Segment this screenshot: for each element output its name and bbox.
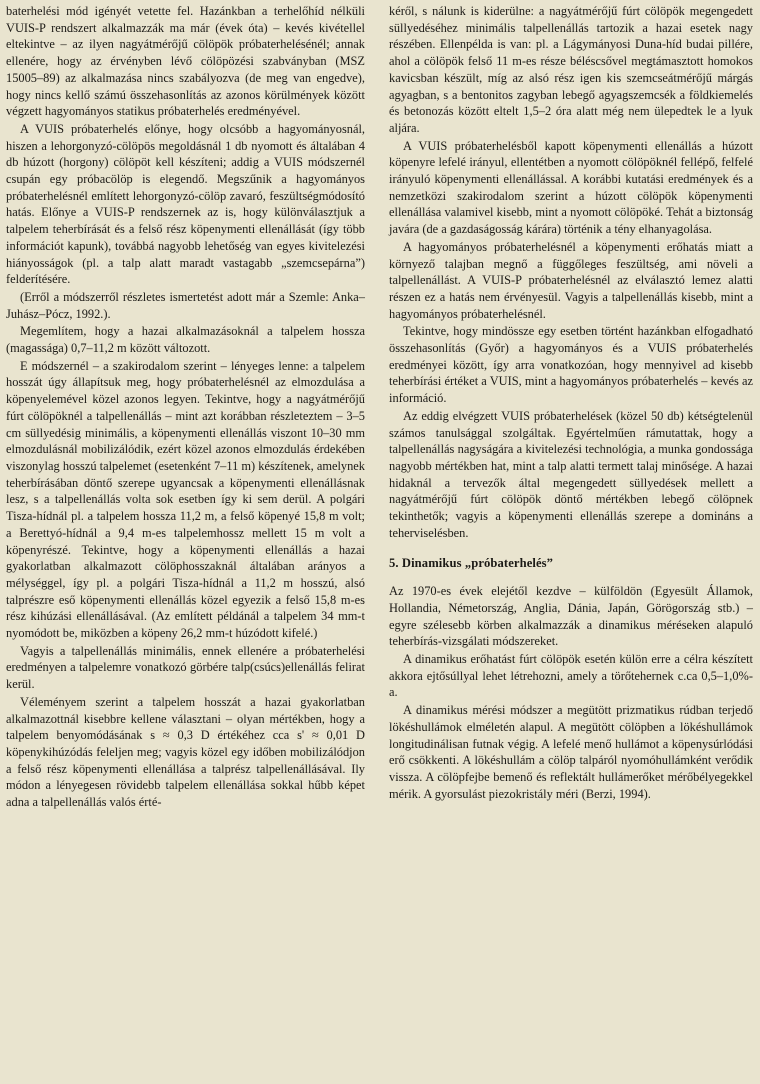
section-heading: 5. Dinamikus „próbaterhelés” bbox=[389, 555, 554, 570]
paragraph: A dinamikus erőhatást fúrt cölöpök esetén külön erre a célra készített akkora ejtősúllyal lehet létrehozni, amely a törőtehernek c.ca 0,5–1,0%-a. bbox=[389, 652, 753, 700]
paragraph: Vagyis a talpellenállás minimális, ennek ellenére a próbaterhelési eredményen a talpelemre vonatkozó görbére talp(csúcs)ellenállás felirat kerül. bbox=[6, 643, 365, 692]
left-column bbox=[6, 3, 365, 811]
paragraph: A VUIS próbaterhelésből kapott köpenymenti ellenállás a húzott köpenyre lefelé irányul, ellentétben a nyomott cölöpöknél fellépő, felfelé irányuló köpenymenti ellenállással. A korábbi kutatási eredmények és a nemzetközi szakirodalom szerint a húzott cölöpök köpenymenti ellenállása valamivel kisebb, mint a nyomott cölöpöké. Tehát a biztonság javára (de a gazdaságosság kárára) történik a tény elhanyagolása. bbox=[389, 138, 753, 237]
paragraph: A VUIS próbaterhelés előnye, hogy olcsóbb a hagyományosnál, hiszen a lehorgonyzó-cölöpös megoldásnál 1 db nyomott és általában 4 db húzott (horgony) cölöpöt kell készíteni; addig a VUIS módszernél csupán egy próbacölöp is elegendő. Megszűnik a hagyományos próbaterhelésnél említett lehorgonyzó-cölöp zavaró, feszültségmódosító hatás. Előnye a VUIS-P rendszernek az is, hogy különválasztjuk a talpelem teherbírását és a felső rész köpenymenti ellenállását (így több információt kapunk), továbbá nagyobb lehetőség van egyes kivitelezési hiányosságok (pl. a talp alatt maradt vastagabb „szemcsepárna”) felderítésére. bbox=[6, 121, 365, 287]
paragraph: E módszernél – a szakirodalom szerint – lényeges lenne: a talpelem hosszát úgy állapítsuk meg, hogy próbaterhelésnél az elmozdulása a köpenyelemével közel azonos legyen. Tekintve, hogy a nagyátmérőjű fúrt cölöpöknél a talpellenállás – mint azt korábban részleteztem – 3–5 cm süllyedésig minimális, a köpenymenti ellenállás viszont 10–30 mm elmozdulásnál mobilizálódik, ezért közel azonos elmozdulás érdekében viszonylag hosszú talpelemet (esetenként 7–11 m) készítenek, amelynek teherbírásában döntő szerepe ugyancsak a köpenymenti ellenállásnak lesz, s a talpellenállás volta sok esetben így ki sem derül. A polgári Tisza-hídnál pl. a talpelem hossza 11,2 m, a felső köpenyé 15,8 m volt; a Berettyó-hídnál a 9,4 m-es talpelemhossz mellett 15 m volt a köpenyrészé. Tekintve, hogy a köpenymenti ellenállás a hazai gyakorlatban alkalmazott cölöphosszaknál általában arányos a mélységgel, így pl. a polgári Tisza-hídnál a 11,2 m hosszú, alsó talprészre eső köpenymenti ellenállás közel egyezik a felső 15,8 m-es rész kihúzási ellenállásával. (Az említett példánál a talpelem 34 mm-t nyomódott be, miközben a köpeny 26,2 mm-t húzódott kifelé.) bbox=[6, 358, 365, 641]
paragraph: A hagyományos próbaterhelésnél a köpenymenti erőhatás miatt a környező talajban megnő a függőleges feszültség, ami növeli a talpellenállást. A VUIS-P próbaterhelésnél az elválasztó lemez alatti részen ez a hatás nem érvényesül. Vagyis a talpellenállás kisebb, mint a hagyományos próbaterhelésnél. bbox=[389, 239, 753, 321]
paragraph: (Erről a módszerről részletes ismertetést adott már a Szemle: Anka–Juhász–Pócz, 1992.). bbox=[6, 289, 365, 321]
paragraph: Megemlítem, hogy a hazai alkalmazásoknál a talpelem hossza (magassága) 0,7–11,2 m között változott. bbox=[6, 324, 365, 356]
right-column bbox=[389, 3, 753, 802]
paragraph: Az 1970-es évek elejétől kezdve – külföldön (Egyesült Államok, Hollandia, Németország, Anglia, Dánia, Japán, Görögország stb.) – egyre szélesebb körben alkalmazzák a dinamikus méréseken alapuló teherbírás-vizsgálati módszereket. bbox=[389, 584, 753, 649]
paragraph: Az eddig elvégzett VUIS próbaterhelések (közel 50 db) kétségtelenül számos tanulsággal szolgáltak. Egyértelműen rámutattak, hogy a talpellenállás nagyságára a kivitelezési technológia, a munka gondossága nagyobb mértékben hat, mint a talp alatti termett talaj minősége. A hazai hidaknál a tervezők által megengedett süllyedések mellett a nagyátmérőjű fúrt cölöpök döntő mértékben lebegő cölöpnek tekinthetők; vagyis a köpenymenti ellenállás szerepe a domináns a teherviselésben. bbox=[389, 408, 753, 540]
paragraph: baterhelési mód igényét vetette fel. Hazánkban a terhelőhíd nélküli VUIS-P rendszert alkalmazzák ma már (évek óta) – kevés kivétellel eltekintve – az ilyen nagyátmérőjű cölöpök próbaterhelésénél; annak ellenére, hogy az érvényben lévő cölöpözési szabványban (MSZ 15005–89) az alkalmazása nincs szabályozva (de meg van engedve), hogy nincs kellő számú összehasonlítás az azonos körülmények között végzett hagyományos statikus próbaterhelés eredményével. bbox=[6, 4, 365, 119]
paragraph: kéről, s nálunk is kiderülne: a nagyátmérőjű fúrt cölöpök megengedett süllyedéséhez minimális talpellenállás tartozik a hazai esetek nagy részében. Ellenpélda is van: pl. a Lágymányosi Duna-híd budai pillére, ahol a cölöpök felső 11 m-es része béléscsővel megtámasztott homokos kavicsban készült, míg az alsó rész igen kis szemcseátmérőjű márgás agyagban, s a bentonitos zagyban lebegő agyagszemcsék a földkiemelés és betonozás között eltelt 1,5–2 óra alatt még nem ülepedtek le a lyuk aljára. bbox=[389, 4, 753, 135]
paragraph: A dinamikus mérési módszer a megütött prizmatikus rúdban terjedő lökéshullámok elméletén alapul. A megütött cölöpben a lökéshullámok longitudinálisan futnak végig. A lefelé menő hullámot a köpenysúrlódási erő csökkenti. A lökéshullám a cölöp talpáról nyomóhullámként verődik vissza. A cölöpfejbe bemenő és reflektált hullámerőket mérőbélyegekkel mérik. A gyorsulást piezokristály méri (Berzi, 1994). bbox=[389, 703, 753, 801]
paragraph: Tekintve, hogy mindössze egy esetben történt hazánkban elfogadható összehasonlítás (Győr) a hagyományos és a VUIS próbaterhelés eredményei között, így arra vonatkozóan, hogy mennyivel ad kisebb teherbírási értéket a VUIS, mint a hagyományos próbaterhelés – kevés az információ. bbox=[389, 324, 753, 406]
paragraph: Véleményem szerint a talpelem hosszát a hazai gyakorlatban alkalmazottnál kisebbre kellene választani – olyan mértékben, hogy a talpelem benyomódásának s ≈ 0,3 D értékéhez cca s' ≈ 0,01 D köpenykihúzódás feleljen meg; vagyis közel egy időben mobilizálódjon a felső rész köpenymenti ellenállása a talprész talpellenállásával. Ily módon a lényegesen rövidebb talpelem ellenállása sokkal hűbb képet adna a talpellenállás valós érté- bbox=[6, 694, 365, 810]
